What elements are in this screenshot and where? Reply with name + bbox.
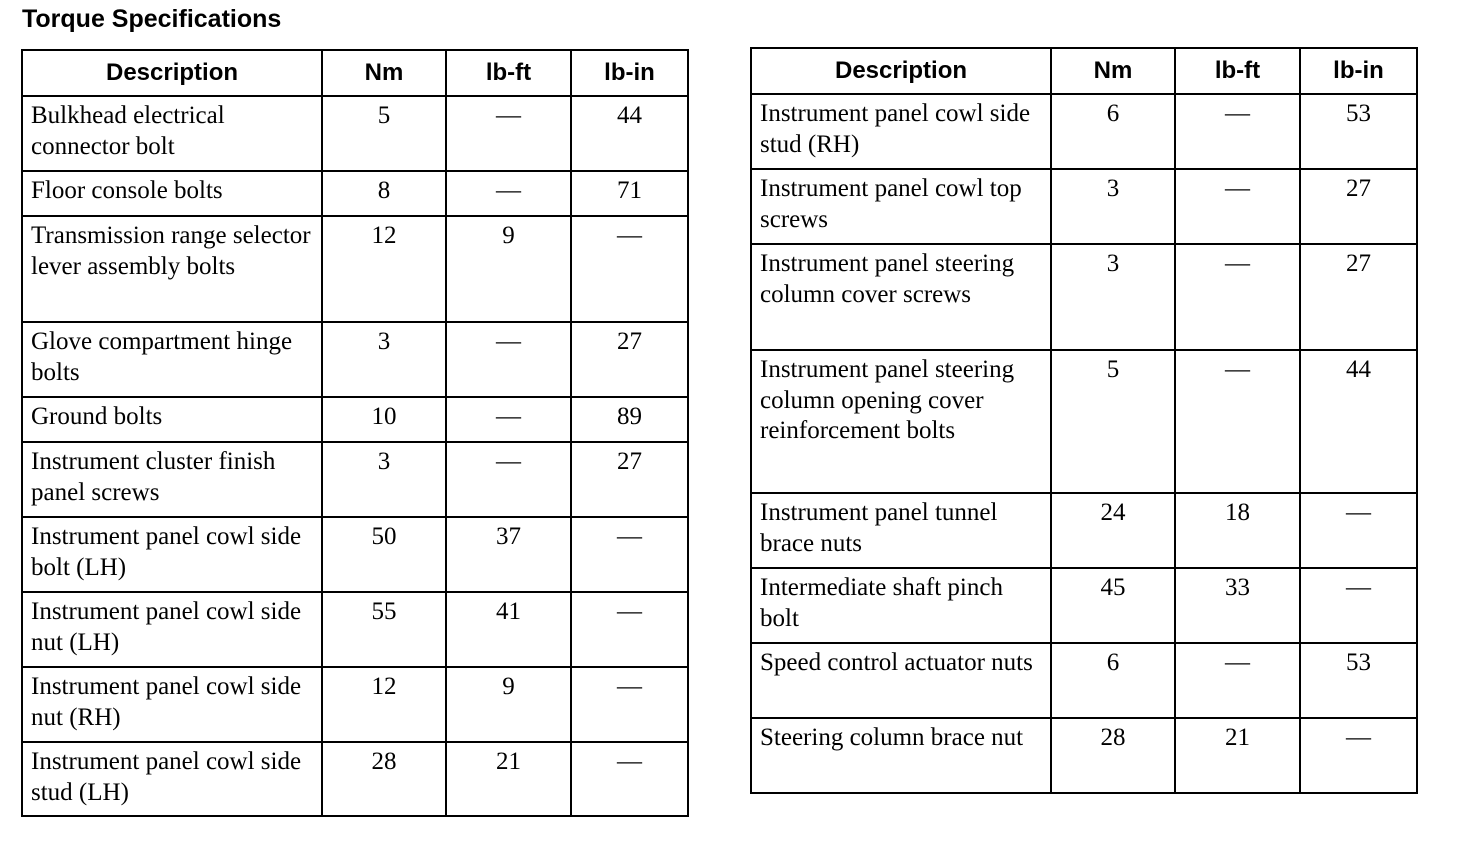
table-row <box>751 493 1417 568</box>
cell-description: Instrument panel cowl side stud (RH) <box>751 94 1051 169</box>
cell-lb-ft: 41 <box>446 592 571 667</box>
cell-lb-ft: 21 <box>1175 718 1300 793</box>
cell-description: Instrument panel cowl side nut (LH) <box>22 592 322 667</box>
cell-lb-in: 27 <box>1300 244 1417 350</box>
cell-nm: 3 <box>1051 244 1175 350</box>
cell-description: Speed control actuator nuts <box>751 643 1051 718</box>
cell-description: Steering column brace nut <box>751 718 1051 793</box>
cell-description: Ground bolts <box>22 397 322 442</box>
cell-lb-ft: 9 <box>446 667 571 742</box>
cell-nm: 50 <box>322 517 446 592</box>
cell-description: Instrument panel cowl top screws <box>751 169 1051 244</box>
cell-lb-ft: — <box>446 397 571 442</box>
cell-lb-in: — <box>571 742 688 816</box>
table-row <box>22 171 688 216</box>
cell-description: Instrument panel steering column opening cover reinforcement bolts <box>751 350 1051 493</box>
cell-lb-in: — <box>571 592 688 667</box>
cell-nm: 3 <box>322 322 446 397</box>
table-row <box>22 322 688 397</box>
cell-lb-ft: 33 <box>1175 568 1300 643</box>
cell-description: Instrument panel tunnel brace nuts <box>751 493 1051 568</box>
page-title: Torque Specifications <box>22 5 282 33</box>
cell-lb-in: — <box>1300 493 1417 568</box>
cell-lb-ft: 21 <box>446 742 571 816</box>
column-header-nm: Nm <box>322 50 446 96</box>
torque-table-right <box>750 47 1418 794</box>
cell-nm: 10 <box>322 397 446 442</box>
cell-description: Instrument cluster finish panel screws <box>22 442 322 517</box>
cell-lb-in: 27 <box>1300 169 1417 244</box>
cell-nm: 3 <box>322 442 446 517</box>
cell-lb-ft: — <box>1175 244 1300 350</box>
table-row <box>22 397 688 442</box>
cell-lb-ft: — <box>446 171 571 216</box>
cell-nm: 28 <box>322 742 446 816</box>
table-row <box>22 96 688 171</box>
cell-lb-ft: — <box>446 442 571 517</box>
cell-lb-in: — <box>571 216 688 322</box>
cell-lb-ft: 9 <box>446 216 571 322</box>
cell-lb-ft: — <box>1175 350 1300 493</box>
cell-lb-in: 89 <box>571 397 688 442</box>
cell-description: Floor console bolts <box>22 171 322 216</box>
cell-nm: 6 <box>1051 94 1175 169</box>
cell-nm: 6 <box>1051 643 1175 718</box>
table-row <box>22 216 688 322</box>
column-header-nm: Nm <box>1051 48 1175 94</box>
cell-lb-in: — <box>1300 568 1417 643</box>
table-row <box>751 643 1417 718</box>
table-header-row <box>22 50 688 96</box>
cell-lb-in: 27 <box>571 442 688 517</box>
table-row <box>751 350 1417 493</box>
cell-lb-ft: — <box>1175 94 1300 169</box>
table-row <box>751 718 1417 793</box>
cell-nm: 5 <box>322 96 446 171</box>
cell-nm: 24 <box>1051 493 1175 568</box>
table-row <box>22 742 688 816</box>
cell-lb-ft: 18 <box>1175 493 1300 568</box>
cell-description: Glove compartment hinge bolts <box>22 322 322 397</box>
cell-lb-ft: — <box>446 96 571 171</box>
cell-description: Transmission range selector lever assembly bolts <box>22 216 322 322</box>
column-header-lb-in: lb-in <box>571 50 688 96</box>
table-row <box>22 517 688 592</box>
cell-lb-in: 53 <box>1300 643 1417 718</box>
cell-lb-in: 44 <box>1300 350 1417 493</box>
cell-nm: 55 <box>322 592 446 667</box>
cell-nm: 45 <box>1051 568 1175 643</box>
cell-nm: 3 <box>1051 169 1175 244</box>
cell-lb-in: — <box>571 667 688 742</box>
table-row <box>22 592 688 667</box>
cell-description: Instrument panel steering column cover screws <box>751 244 1051 350</box>
cell-description: Instrument panel cowl side stud (LH) <box>22 742 322 816</box>
cell-lb-in: 53 <box>1300 94 1417 169</box>
cell-nm: 12 <box>322 667 446 742</box>
cell-lb-ft: — <box>1175 643 1300 718</box>
cell-nm: 8 <box>322 171 446 216</box>
column-header-description: Description <box>22 50 322 96</box>
cell-lb-in: — <box>1300 718 1417 793</box>
cell-lb-in: 71 <box>571 171 688 216</box>
torque-table-left <box>21 49 689 817</box>
column-header-lb-in: lb-in <box>1300 48 1417 94</box>
table-row <box>751 94 1417 169</box>
cell-nm: 5 <box>1051 350 1175 493</box>
table-row <box>751 568 1417 643</box>
cell-lb-ft: — <box>446 322 571 397</box>
table-row <box>751 169 1417 244</box>
cell-description: Instrument panel cowl side nut (RH) <box>22 667 322 742</box>
cell-lb-ft: 37 <box>446 517 571 592</box>
table-row <box>22 442 688 517</box>
cell-nm: 28 <box>1051 718 1175 793</box>
table-row <box>22 667 688 742</box>
cell-lb-in: 44 <box>571 96 688 171</box>
column-header-description: Description <box>751 48 1051 94</box>
cell-description: Bulkhead electrical connector bolt <box>22 96 322 171</box>
column-header-lb-ft: lb-ft <box>1175 48 1300 94</box>
cell-lb-in: — <box>571 517 688 592</box>
cell-nm: 12 <box>322 216 446 322</box>
cell-lb-in: 27 <box>571 322 688 397</box>
cell-lb-ft: — <box>1175 169 1300 244</box>
table-header-row <box>751 48 1417 94</box>
table-row <box>751 244 1417 350</box>
column-header-lb-ft: lb-ft <box>446 50 571 96</box>
cell-description: Intermediate shaft pinch bolt <box>751 568 1051 643</box>
cell-description: Instrument panel cowl side bolt (LH) <box>22 517 322 592</box>
